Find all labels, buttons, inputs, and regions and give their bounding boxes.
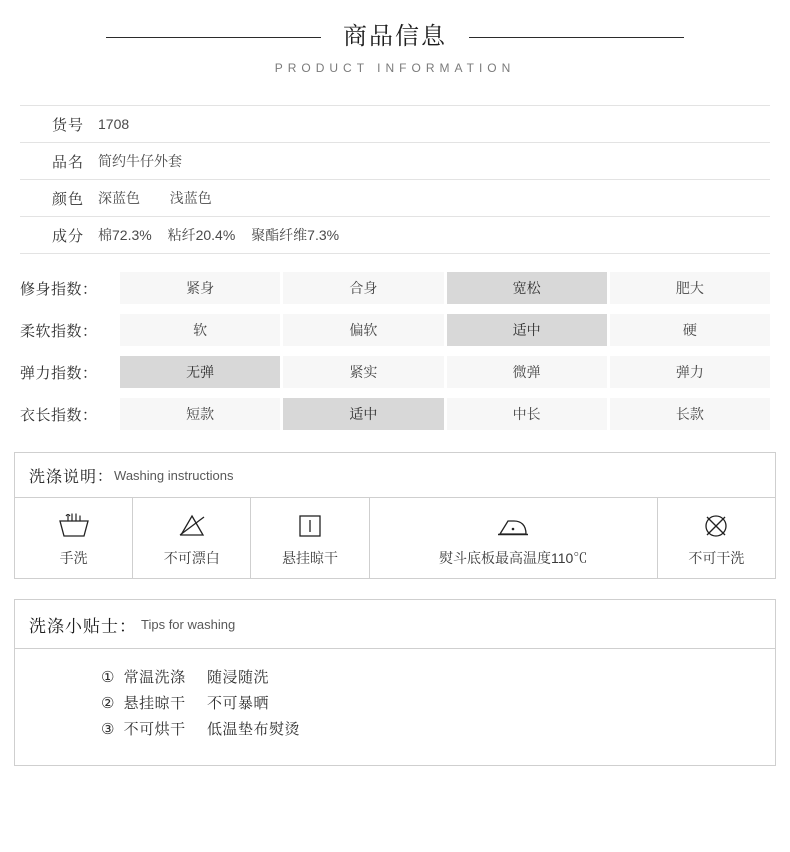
page-subtitle: PRODUCT INFORMATION bbox=[274, 61, 516, 75]
washing-title-en: Washing instructions bbox=[114, 467, 234, 483]
tips-number: ② bbox=[101, 695, 115, 712]
tips-number: ③ bbox=[101, 721, 115, 738]
index-option[interactable]: 微弹 bbox=[447, 356, 607, 388]
washing-label: 悬挂晾干 bbox=[282, 550, 338, 566]
washing-tips-list bbox=[15, 649, 775, 743]
index-grid bbox=[20, 272, 770, 430]
list-item bbox=[370, 498, 658, 578]
tips-text-part-2: 随浸随洗 bbox=[206, 669, 269, 686]
product-info-table bbox=[20, 105, 770, 254]
washing-title-cn: 洗涤说明 bbox=[29, 468, 98, 486]
color-option-2: 浅蓝色 bbox=[169, 190, 212, 206]
table-row bbox=[20, 217, 770, 254]
info-value-color bbox=[98, 188, 212, 208]
info-label-color: 颜色 bbox=[51, 190, 84, 208]
header-rule-right bbox=[469, 37, 684, 38]
list-item bbox=[101, 691, 775, 717]
iron-low-temp-icon bbox=[491, 508, 535, 542]
index-option[interactable]: 紧实 bbox=[283, 356, 443, 388]
table-row bbox=[20, 180, 770, 217]
tips-text-part-2: 不可暴晒 bbox=[206, 695, 269, 712]
index-option[interactable]: 硬 bbox=[610, 314, 770, 346]
tips-text-part-1: 不可烘干 bbox=[123, 721, 186, 738]
index-row-softness bbox=[20, 314, 770, 346]
index-option[interactable]: 中长 bbox=[447, 398, 607, 430]
no-bleach-icon bbox=[172, 508, 212, 542]
index-row-fit bbox=[20, 272, 770, 304]
list-item bbox=[658, 498, 775, 578]
index-option[interactable]: 偏软 bbox=[283, 314, 443, 346]
tips-text-part-1: 常温洗涤 bbox=[123, 669, 186, 686]
page-title: 商品信息 bbox=[343, 23, 447, 50]
index-option-selected[interactable]: 无弹 bbox=[120, 356, 280, 388]
header-rule-left bbox=[106, 37, 321, 38]
index-option-selected[interactable]: 宽松 bbox=[447, 272, 607, 304]
info-label-name: 品名 bbox=[51, 153, 84, 171]
index-label-length: 衣长指数： bbox=[20, 406, 98, 424]
table-row bbox=[20, 106, 770, 143]
color-option-1: 深蓝色 bbox=[98, 190, 140, 206]
index-options-fit bbox=[120, 272, 770, 304]
index-options-softness bbox=[120, 314, 770, 346]
washing-label: 不可干洗 bbox=[688, 550, 745, 566]
index-options-length bbox=[120, 398, 770, 430]
index-option[interactable]: 肥大 bbox=[610, 272, 770, 304]
washing-instructions-box bbox=[14, 452, 776, 579]
info-label-sku: 货号 bbox=[51, 116, 84, 134]
washing-symbol-list bbox=[15, 498, 775, 578]
washing-instructions-header bbox=[15, 453, 775, 498]
composition-part-2: 粘纤20.4% bbox=[167, 227, 236, 243]
washing-tips-box bbox=[14, 599, 776, 766]
page-header bbox=[0, 0, 790, 75]
index-option-selected[interactable]: 适中 bbox=[283, 398, 443, 430]
washing-label: 熨斗底板最高温度110℃ bbox=[439, 550, 588, 566]
table-row bbox=[20, 143, 770, 180]
list-item bbox=[133, 498, 251, 578]
header-title-row bbox=[0, 22, 790, 52]
list-item bbox=[101, 717, 775, 743]
index-row-elasticity bbox=[20, 356, 770, 388]
index-option[interactable]: 合身 bbox=[283, 272, 443, 304]
index-label-fit: 修身指数： bbox=[20, 280, 98, 298]
washing-label: 不可漂白 bbox=[163, 550, 220, 566]
index-label-softness: 柔软指数： bbox=[20, 322, 98, 340]
index-option[interactable]: 软 bbox=[120, 314, 280, 346]
composition-part-1: 棉72.3% bbox=[98, 227, 152, 243]
tips-title-cn: 洗涤小贴士： bbox=[29, 616, 137, 636]
tips-text-part-1: 悬挂晾干 bbox=[123, 695, 186, 712]
washing-label: 手洗 bbox=[59, 550, 88, 566]
composition-part-3: 聚酯纤维7.3% bbox=[251, 227, 340, 243]
index-option-selected[interactable]: 适中 bbox=[447, 314, 607, 346]
index-option[interactable]: 短款 bbox=[120, 398, 280, 430]
index-options-elasticity bbox=[120, 356, 770, 388]
tips-title-en: Tips for washing bbox=[141, 616, 236, 632]
hand-wash-icon bbox=[56, 508, 92, 542]
drip-dry-hang-icon bbox=[295, 508, 325, 542]
info-value-name: 简约牛仔外套 bbox=[98, 153, 182, 169]
info-label-composition: 成分 bbox=[51, 227, 84, 245]
index-option[interactable]: 长款 bbox=[610, 398, 770, 430]
washing-tips-header bbox=[15, 600, 775, 649]
list-item bbox=[15, 498, 133, 578]
index-option[interactable]: 紧身 bbox=[120, 272, 280, 304]
washing-title-colon: ： bbox=[97, 467, 113, 485]
info-value-sku: 1708 bbox=[98, 116, 130, 132]
list-item bbox=[101, 665, 775, 691]
no-dry-clean-icon bbox=[700, 508, 732, 542]
index-option[interactable]: 弹力 bbox=[610, 356, 770, 388]
tips-number: ① bbox=[101, 669, 115, 686]
index-label-elasticity: 弹力指数： bbox=[20, 364, 98, 382]
tips-text-part-2: 低温垫布熨烫 bbox=[206, 721, 300, 738]
list-item bbox=[251, 498, 369, 578]
info-value-composition bbox=[98, 225, 351, 245]
index-row-length bbox=[20, 398, 770, 430]
